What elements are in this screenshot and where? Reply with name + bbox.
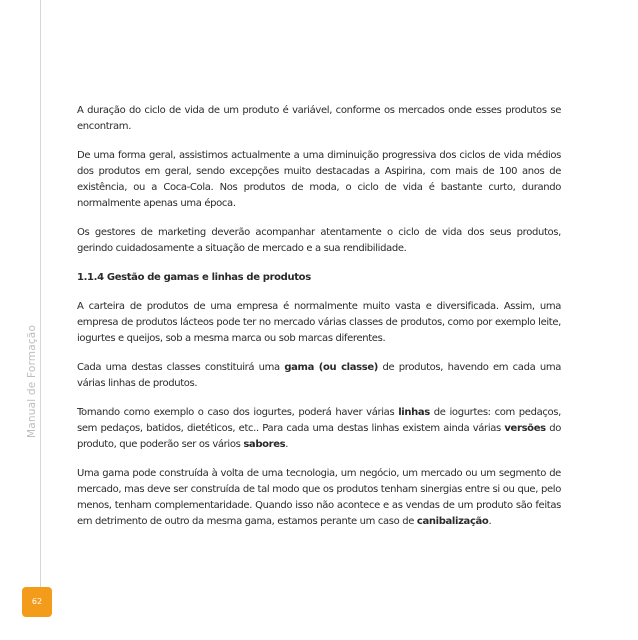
text-run: Cada uma destas classes constituirá uma (77, 362, 285, 373)
bold-term: versões (504, 423, 546, 434)
paragraph: A duração do ciclo de vida de um produto é variável, conforme os mercados onde esses produtos se encontram. (77, 105, 561, 132)
text-run: Uma gama pode construída à volta de uma tecnologia, um negócio, um mercado ou um segmento de mercado, mas deve ser construída de tal modo que os produtos tenham sinergias entre si ou que, pelo menos, tenham complementaridade. Quando isso não acontece e as vendas de um produto são feitas em detrimento de outro da mesma gama, estamos perante um caso de (77, 468, 561, 527)
paragraph (77, 360, 561, 392)
text-run: . (285, 439, 289, 450)
text-run: . (488, 516, 492, 527)
paragraph (77, 466, 561, 530)
sidebar-divider (40, 0, 41, 588)
bold-term: linhas (398, 407, 430, 418)
manual-label: Manual de Formação (26, 324, 38, 438)
bold-term: sabores (243, 439, 286, 450)
section-heading: 1.1.4 Gestão de gamas e linhas de produtos (77, 272, 311, 283)
text-run: do produto, que poderão ser os vários (77, 423, 561, 450)
paragraph (77, 405, 561, 453)
bold-term: canibalização (416, 516, 489, 527)
page-number-badge: 62 (22, 587, 52, 617)
paragraph: De uma forma geral, assistimos actualmente a uma diminuição progressiva dos ciclos de vida médios dos produtos em geral, sendo excepções muito destacadas a Aspirina, com mais de 100 anos de existência, ou a Coca-Cola. Nos produtos de moda, o ciclo de vida é bastante curto, durando normalmente apenas uma época. (77, 150, 561, 209)
document-body (77, 103, 561, 543)
text-run: de iogurtes: com pedaços, sem pedaços, batidos, dietéticos, etc.. Para cada uma destas linhas existem ainda várias (77, 407, 561, 434)
text-run: de produtos, havendo em cada uma várias linhas de produtos. (77, 362, 562, 389)
bold-term: gama (ou classe) (284, 362, 379, 373)
paragraph: A carteira de produtos de uma empresa é normalmente muito vasta e diversificada. Assim, uma empresa de produtos lácteos pode ter no mercado várias classes de produtos, como por exemplo leite, iogurtes e queijos, sob a mesma marca ou sob marcas diferentes. (77, 301, 561, 344)
text-run: Tomando como exemplo o caso dos iogurtes, poderá haver várias (77, 407, 399, 418)
paragraph: Os gestores de marketing deverão acompanhar atentamente o ciclo de vida dos seus produtos, gerindo cuidadosamente a situação de mercado e a sua rendibilidade. (77, 227, 561, 254)
